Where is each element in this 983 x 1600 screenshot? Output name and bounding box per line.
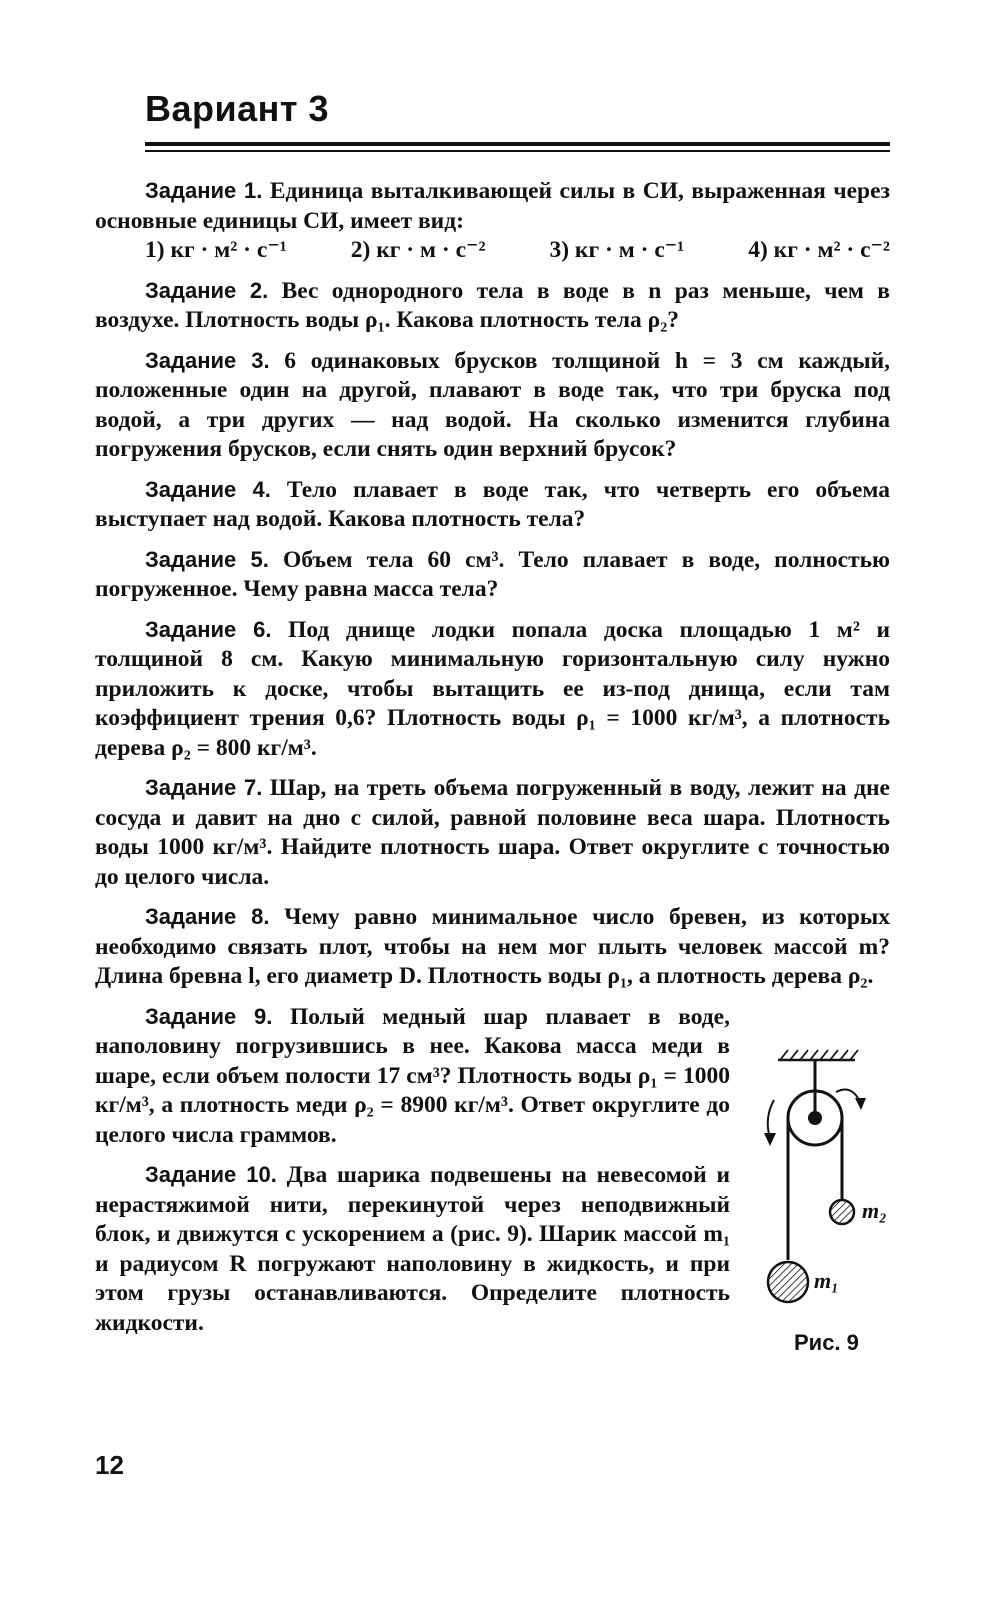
task-text: Шар, на треть объема погруженный в воду, лежит на дне сосуда и давит на дно с силой, равной половине веса шара. Плотность воды 1000 кг/м³. Найдите плотность шара. Ответ округлите с точностью до целого числа. bbox=[95, 775, 890, 890]
task-3 bbox=[95, 346, 890, 465]
arrow-left-arc bbox=[768, 1100, 774, 1138]
label-m1: m₁ bbox=[814, 1268, 839, 1293]
task-10 bbox=[95, 1160, 730, 1338]
arrow-right-head bbox=[855, 1098, 866, 1110]
task-label: Задание 8. bbox=[145, 904, 270, 929]
answer-option: 4) кг · м² · с⁻² bbox=[748, 237, 890, 263]
task-text: 6 одинаковых брусков толщиной h = 3 см каждый, положенные один на другой, плавают в воде так, что три бруска под водой, а три других — над водой. На сколько изменится глубина погружения брусков, если снять один верхний брусок? bbox=[95, 347, 890, 462]
task-text: Полый медный шар плавает в воде, наполовину погрузившись в нее. Какова масса меди в шаре, если объем полости 17 см³? Плотность воды ρ₁ = 1000 кг/м³, а плотность меди ρ₂ = 8900 кг/м³. Ответ округлите до целого числа граммов. bbox=[95, 1003, 730, 1148]
task-label: Задание 2. bbox=[145, 277, 269, 303]
task-8 bbox=[95, 902, 890, 992]
task-2 bbox=[95, 276, 890, 336]
ball-m1 bbox=[768, 1262, 808, 1302]
task-label: Задание 1. bbox=[145, 178, 263, 203]
answer-option: 2) кг · м · с⁻² bbox=[350, 237, 486, 263]
task-text: Единица выталкивающей силы в СИ, выраженная через основные единицы СИ, имеет вид: bbox=[95, 178, 891, 234]
arrow-left-head bbox=[764, 1133, 776, 1146]
task-9 bbox=[95, 1002, 730, 1151]
ceiling-hatching bbox=[780, 1050, 858, 1060]
task-label: Задание 9. bbox=[145, 1003, 273, 1029]
title-divider-thin bbox=[145, 150, 890, 152]
ball-m2 bbox=[830, 1200, 854, 1224]
label-m2: m₂ bbox=[862, 1198, 887, 1223]
task-label: Задание 5. bbox=[145, 546, 269, 572]
task-text: Под днище лодки попала доска площадью 1 м² и толщиной 8 см. Какую минимальную горизонтальную силу нужно приложить к доске, чтобы вытащить ее из-под днища, если там коэффициент трения 0,6? Плотность воды ρ₁ = 1000 кг/м³, а плотность дерева ρ₂ = 800 кг/м³. bbox=[95, 616, 891, 761]
answer-options bbox=[95, 236, 890, 266]
task-label: Задание 3. bbox=[145, 347, 270, 373]
task-5 bbox=[95, 545, 890, 605]
task-label: Задание 6. bbox=[145, 616, 272, 642]
task-1 bbox=[95, 176, 890, 236]
answer-option: 1) кг · м² · с⁻¹ bbox=[145, 237, 287, 263]
task-text: Вес однородного тела в воде в n раз меньше, чем в воздухе. Плотность воды ρ₁. Какова плотность тела ρ₂? bbox=[95, 277, 890, 333]
task-text: Чему равно минимальное число бревен, из которых необходимо связать плот, чтобы на нем мог плыть человек массой m? Длина бревна l, его диаметр D. Плотность воды ρ₁, а плотность дерева ρ₂. bbox=[95, 904, 890, 989]
task-text: Два шарика подвешены на невесомой и нерастяжимой нити, перекинутой через неподвижный блок, и движутся с ускорением a (рис. 9). Шарик массой m₁ и радиусом R погружают наполовину в жидкость, и при этом грузы останавливаются. Определите плотность жидкости. bbox=[95, 1162, 731, 1336]
task-7 bbox=[95, 773, 890, 892]
task-text: Тело плавает в воде так, что четверть его объема выступает над водой. Какова плотность тела? bbox=[95, 476, 890, 532]
task-4 bbox=[95, 475, 890, 535]
task-6 bbox=[95, 615, 890, 764]
title-divider-thick bbox=[145, 142, 890, 146]
answer-option: 3) кг · м · с⁻¹ bbox=[549, 237, 685, 263]
page-title: Вариант 3 bbox=[145, 88, 330, 129]
task-text: Объем тела 60 см³. Тело плавает в воде, полностью погруженное. Чему равна масса тела? bbox=[95, 546, 890, 602]
task-label: Задание 4. bbox=[145, 476, 271, 502]
pulley-figure bbox=[760, 1040, 900, 1380]
figure-caption: Рис. 9 bbox=[794, 1330, 859, 1355]
task-label: Задание 10. bbox=[145, 1162, 277, 1187]
pulley-axle bbox=[808, 1111, 822, 1125]
page-number: 12 bbox=[95, 1450, 124, 1480]
task-label: Задание 7. bbox=[145, 775, 263, 800]
